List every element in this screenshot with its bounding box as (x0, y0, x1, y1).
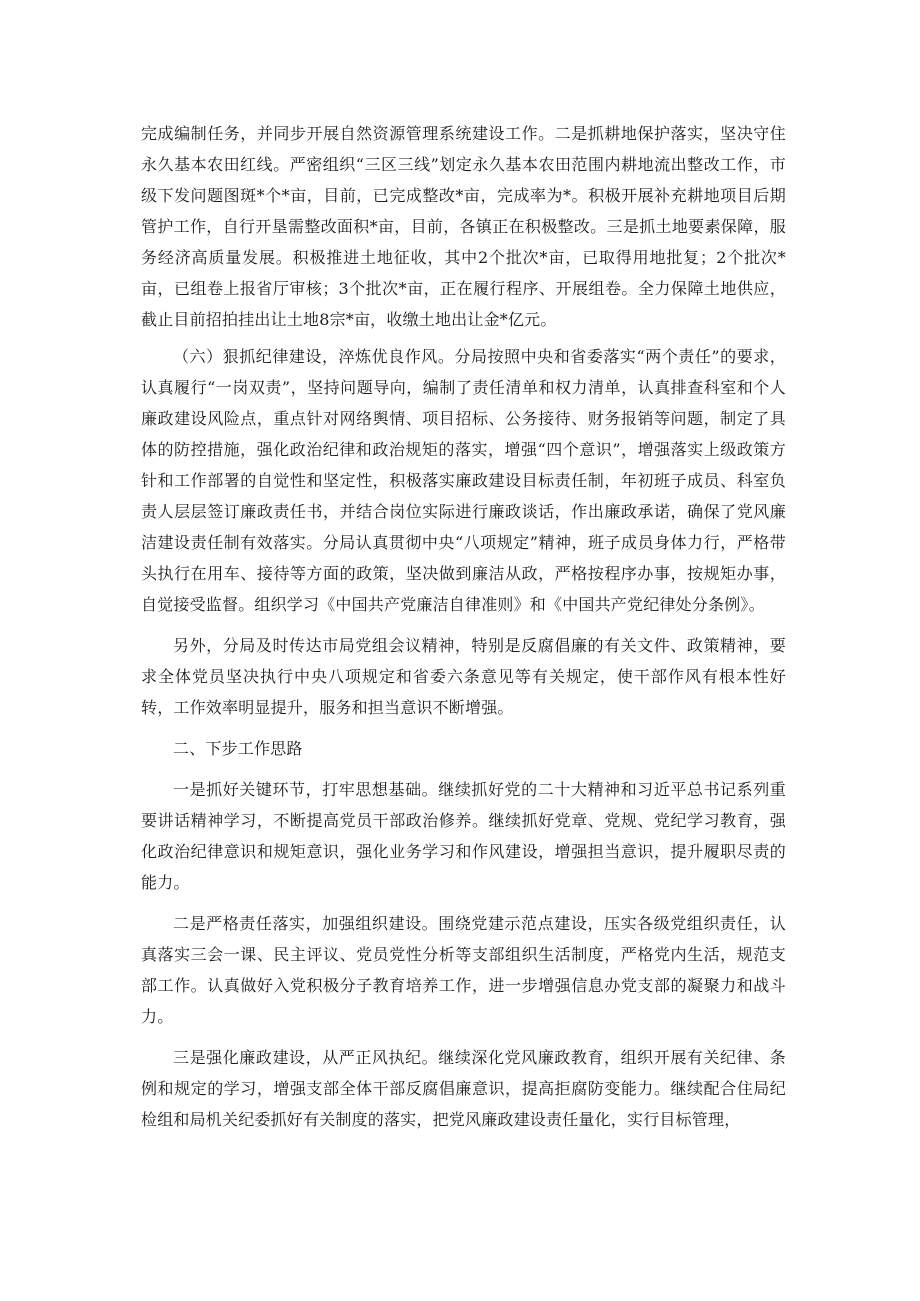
document-page (141, 118, 786, 1135)
paragraph-responsibility: 二是严格责任落实，加强组织建设。围绕党建示范点建设，压实各级党组织责任，认真落实三会一课、民主评议、党员党性分析等支部组织生活制度，严格党内生活，规范支部工作。认真做好入党积极分子教育培养工作，进一步增强信息办党支部的凝聚力和战斗力。 (141, 914, 786, 1026)
paragraph-key-links: 一是抓好关键环节，打牢思想基础。继续抓好党的二十大精神和习近平总书记系列重要讲话精神学习，不断提高党员干部政治修养。继续抓好党章、党规、党纪学习教育，强化政治纪律意识和规矩意识，强化业务学习和作风建设，增强担当意识，提升履职尽责的能力。 (141, 780, 786, 892)
section-heading-next-steps: 二、下步工作思路 (173, 739, 303, 758)
paragraph-additional: 另外，分局及时传达市局党组会议精神，特别是反腐倡廉的有关文件、政策精神，要求全体党员坚决执行中央八项规定和省委六条意见等有关规定，使干部作风有根本性好转，工作效率明显提升，服务和担当意识不断增强。 (141, 636, 786, 717)
paragraph-land-work: 完成编制任务，并同步开展自然资源管理系统建设工作。二是抓耕地保护落实，坚决守住永久基本农田红线。严密组织“三区三线”划定永久基本农田范围内耕地流出整改工作，市级下发问题图斑*个*亩，目前，已完成整改*亩，完成率为*。积极开展补充耕地项目后期管护工作，自行开垦需整改面积*亩，目前，各镇正在积极整改。三是抓土地要素保障，服务经济高质量发展。积极推进土地征收，其中2个批次*亩，已取得用地批复；2个批次*亩，已组卷上报省厅审核；3个批次*亩，正在履行程序、开展组卷。全力保障土地供应，截止目前招拍挂出让土地8宗*亩，收缴土地出让金*亿元。 (141, 124, 786, 329)
paragraph-discipline: （六）狠抓纪律建设，淬炼优良作风。分局按照中央和省委落实“两个责任”的要求，认真履行“一岗双责”，坚持问题导向，编制了责任清单和权力清单，认真排查科室和个人廉政建设风险点，重点针对网络舆情、项目招标、公务接待、财务报销等问题，制定了具体的防控措施，强化政治纪律和政治规矩的落实，增强“四个意识”，增强落实上级政策方针和工作部署的自觉性和坚定性，积极落实廉政建设目标责任制，年初班子成员、科室负责人层层签订廉政责任书，并结合岗位实际进行廉政谈话，作出廉政承诺，确保了党风廉洁建设责任制有效落实。分局认真贯彻中央“八项规定”精神，班子成员身体力行，严格带头执行在用车、接待等方面的政策，坚决做到廉洁从政，严格按程序办事，按规矩办事，自觉接受监督。组织学习《中国共产党廉洁自律准则》和《中国共产党纪律处分条例》。 (141, 347, 786, 614)
paragraph-integrity: 三是强化廉政建设，从严正风执纪。继续深化党风廉政教育，组织开展有关纪律、条例和规定的学习，增强支部全体干部反腐倡廉意识，提高拒腐防变能力。继续配合住局纪检组和局机关纪委抓好有关制度的落实，把党风廉政建设责任量化，实行目标管理， (141, 1048, 786, 1129)
